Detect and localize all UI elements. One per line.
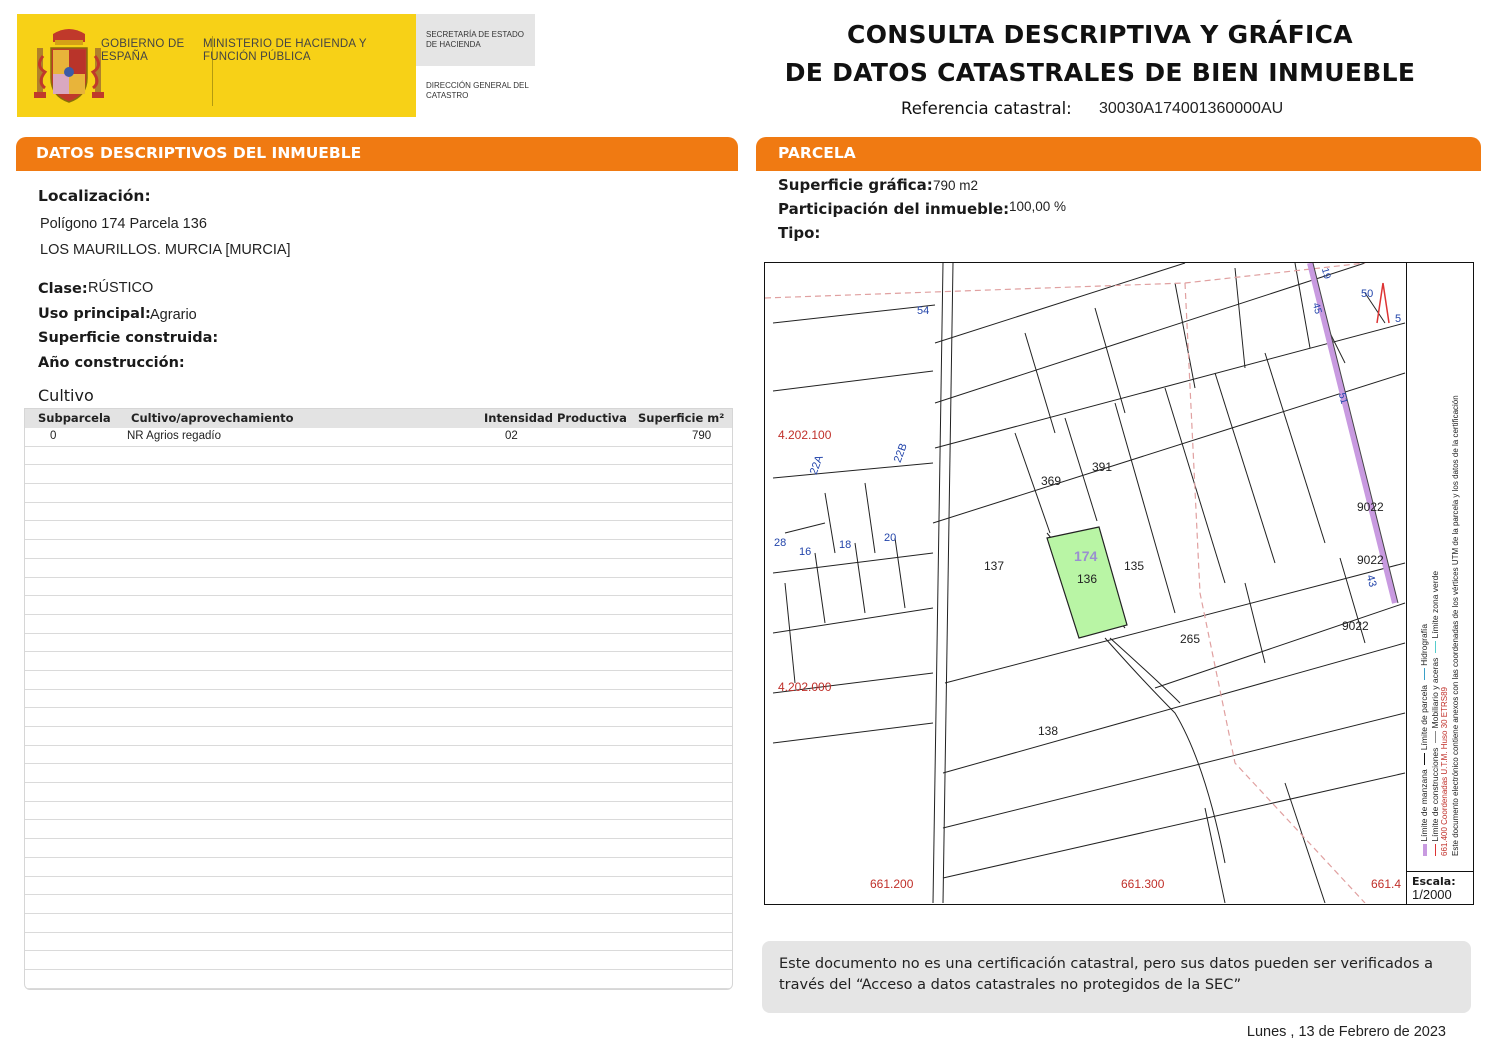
superficie-grafica-value: 790 m2 — [933, 178, 979, 193]
map-label-369: 369 — [1041, 474, 1062, 488]
map-label-9022-b: 9022 — [1357, 553, 1384, 567]
map-label-50: 50 — [1361, 288, 1374, 300]
section-underline-right — [756, 168, 1481, 171]
map-label-parcel-highlight: 136 — [1077, 572, 1098, 586]
coord-label-east-1: 661.200 — [870, 877, 914, 891]
coat-of-arms-icon — [33, 26, 105, 108]
cell-intensidad: 02 — [505, 430, 518, 442]
scale-box — [1407, 871, 1473, 904]
secretaria-text: SECRETARÍA DE ESTADO DE HACIENDA — [426, 30, 524, 49]
uso-principal-value: Agrario — [150, 307, 197, 323]
logo-ministerio-text: MINISTERIO DE HACIENDA Y FUNCIÓN PÚBLICA — [203, 38, 367, 63]
legend-divider — [1406, 263, 1407, 904]
logo-gobierno-text: GOBIERNO DE ESPAÑA — [101, 38, 185, 63]
map-label-19: 19 — [1318, 266, 1333, 281]
table-rows — [25, 428, 732, 989]
title-line-1: CONSULTA DESCRIPTIVA Y GRÁFICA — [847, 20, 1353, 49]
superficie-grafica-label: Superficie gráfica: — [778, 176, 933, 194]
legend-item-zona-verde: Límite zona verde — [1429, 570, 1440, 639]
map-label-265: 265 — [1180, 632, 1201, 646]
superficie-construida-label: Superficie construida: — [38, 330, 219, 346]
participacion-label: Participación del inmueble: — [778, 200, 1010, 218]
clase-label: Clase: — [38, 281, 88, 297]
uso-principal-label: Uso principal: — [38, 306, 151, 322]
map-label-16: 16 — [799, 546, 812, 558]
map-label-138: 138 — [1038, 724, 1059, 738]
scale-value: 1/2000 — [1412, 887, 1452, 902]
map-label-137: 137 — [984, 559, 1005, 573]
map-label-22b: 22B — [891, 441, 910, 465]
clase-value: RÚSTICO — [88, 280, 154, 296]
legend-item-construcciones: Límite de construcciones — [1429, 747, 1440, 842]
ref-catastral-value: 30030A174001360000AU — [1099, 100, 1284, 117]
cadastral-map[interactable] — [764, 262, 1474, 905]
map-legend — [1410, 266, 1470, 868]
map-label-135: 135 — [1124, 559, 1145, 573]
legend-annex-note: Este documento electrónico contiene anexos con las coordenadas de los vértices UTM de la parcela y los datos de la certificación — [1450, 395, 1460, 856]
coord-label-north-2: 4.202.000 — [778, 680, 832, 694]
localizacion-line-1: Polígono 174 Parcela 136 — [40, 216, 207, 232]
map-label-51: 51 — [1335, 391, 1350, 406]
legend-utm-note: 661.400 Coordenadas U.T.M. Huso 30 ETRS89 — [1440, 687, 1449, 856]
map-label-poligono: 174 — [1074, 548, 1098, 564]
cultivo-table — [24, 408, 733, 990]
legend-item-parcela: Límite de parcela — [1419, 685, 1429, 751]
scale-label: Escala: — [1412, 875, 1456, 888]
direccion-text: DIRECCIÓN GENERAL DEL CATASTRO — [426, 81, 529, 100]
document-date: Lunes , 13 de Febrero de 2023 — [1246, 1024, 1446, 1040]
map-label-43: 43 — [1363, 573, 1379, 589]
anio-construccion-label: Año construcción: — [38, 355, 185, 371]
map-label-45: 45 — [1309, 301, 1324, 316]
participacion-value: 100,00 % — [1009, 199, 1067, 214]
map-label-9022-c: 9022 — [1342, 619, 1369, 633]
map-label-28: 28 — [774, 537, 787, 549]
map-label-391: 391 — [1092, 460, 1113, 474]
coord-label-east-2: 661.300 — [1121, 877, 1165, 891]
tipo-label: Tipo: — [778, 224, 821, 242]
cultivo-title: Cultivo — [38, 386, 94, 405]
section-underline-left — [16, 168, 738, 171]
localizacion-line-2: LOS MAURILLOS. MURCIA [MURCIA] — [40, 242, 291, 258]
th-superficie: Superficie m² — [638, 411, 725, 425]
map-label-22a: 22A — [807, 453, 826, 477]
map-label-9022-a: 9022 — [1357, 500, 1384, 514]
th-cultivo: Cultivo/aprovechamiento — [131, 411, 294, 425]
government-logo — [17, 14, 416, 117]
document-title — [760, 16, 1440, 92]
cell-subparcela: 0 — [50, 430, 57, 442]
table-header — [25, 409, 732, 428]
cell-superficie: 790 — [692, 430, 712, 442]
ref-catastral-label: Referencia catastral: — [901, 99, 1072, 118]
th-intensidad: Intensidad Productiva — [484, 411, 627, 425]
th-subparcela: Subparcela — [38, 411, 111, 425]
coord-label-east-3: 661.4 — [1371, 877, 1402, 891]
map-label-54: 54 — [917, 305, 930, 317]
map-label-20: 20 — [884, 532, 897, 544]
title-line-2: DE DATOS CATASTRALES DE BIEN INMUEBLE — [784, 58, 1416, 87]
verification-notice: Este documento no es una certificación catastral, pero sus datos pueden ser verificados a través del “Acceso a datos catastrales no protegidos de la SEC” — [762, 941, 1471, 1013]
coord-label-north-1: 4.202.100 — [778, 428, 832, 442]
cell-cultivo: NR Agrios regadío — [127, 430, 221, 442]
legend-item-mobiliario: Mobiliario y aceras — [1429, 657, 1440, 729]
map-label-18: 18 — [839, 539, 852, 551]
section-header-parcela: PARCELA — [756, 137, 1481, 169]
legend-hidro-swatch — [1423, 844, 1427, 856]
map-label-5: 5 — [1395, 313, 1402, 325]
localizacion-label: Localización: — [38, 187, 151, 205]
legend-item-hidrografia: Hidrografía — [1419, 623, 1429, 666]
section-header-datos: DATOS DESCRIPTIVOS DEL INMUEBLE — [16, 137, 738, 169]
legend-item-manzana: Límite de manzana — [1419, 769, 1429, 842]
